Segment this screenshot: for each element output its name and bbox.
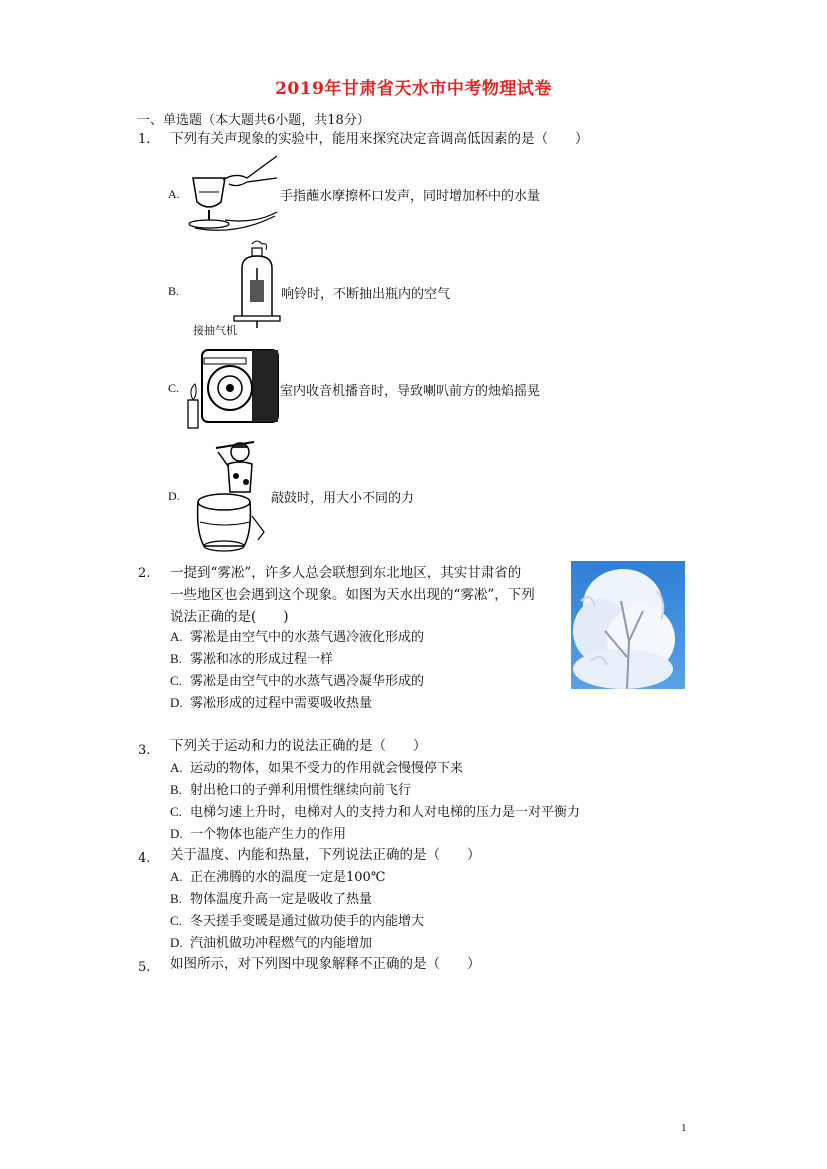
- q1-option-c-text: 室内收音机播音时，导致喇叭前方的烛焰摇晃: [280, 384, 541, 399]
- option-label: C.: [170, 913, 182, 928]
- question-2-number: 2.: [138, 566, 151, 581]
- q3-option-c: [170, 801, 580, 824]
- bell-jar-icon: [230, 238, 285, 328]
- question-2-stem-line-3: 说法正确的是( ): [170, 609, 289, 625]
- option-label: A.: [170, 869, 183, 884]
- q4-option-b: [170, 888, 372, 911]
- option-text: 雾凇形成的过程中需要吸收热量: [190, 696, 373, 711]
- question-4-number: 4.: [138, 851, 151, 866]
- option-text: 运动的物体，如果不受力的作用就会慢慢停下来: [190, 761, 464, 776]
- q3-option-a: [170, 757, 463, 780]
- option-text: 一个物体也能产生力的作用: [190, 827, 347, 842]
- page-title: 2019年甘肃省天水市中考物理试卷: [275, 79, 552, 99]
- q4-option-c: [170, 910, 424, 933]
- option-label: D.: [170, 826, 183, 841]
- q4-option-a: [170, 866, 385, 889]
- q2-option-c: [170, 670, 424, 693]
- radio-candle-icon: [186, 344, 281, 430]
- question-3-number: 3.: [138, 743, 151, 758]
- question-2-stem-line-2: 一些地区也会遇到这个现象。如图为天水出现的“雾凇”，下列: [170, 587, 535, 603]
- option-label: B.: [170, 891, 182, 906]
- option-label: C.: [170, 673, 182, 688]
- q1-option-c-label: C.: [168, 381, 180, 395]
- option-text: 正在沸腾的水的温度一定是100℃: [190, 870, 386, 885]
- q2-option-a: [170, 626, 424, 649]
- wine-glass-finger-icon: [185, 150, 280, 236]
- section-heading: 一、单选题（本大题共6小题，共18分）: [137, 113, 370, 128]
- option-label: B.: [170, 651, 182, 666]
- q2-option-d: [170, 692, 372, 715]
- question-5-stem: 如图所示，对下列图中现象解释不正确的是（ ）: [170, 956, 481, 972]
- option-text: 电梯匀速上升时，电梯对人的支持力和人对电梯的压力是一对平衡力: [190, 805, 581, 820]
- q1-option-d-label: D.: [168, 489, 180, 503]
- question-2-stem-line-1: 一提到“雾凇”，许多人总会联想到东北地区，其实甘肃省的: [170, 565, 522, 581]
- option-label: B.: [170, 782, 182, 797]
- question-5-number: 5.: [138, 960, 151, 975]
- question-1-stem: 下列有关声现象的实验中，能用来探究决定音调高低因素的是（ ）: [170, 131, 589, 147]
- drum-child-icon: [192, 436, 272, 560]
- option-text: 雾凇是由空气中的水蒸气遇冷凝华形成的: [190, 674, 425, 689]
- option-text: 雾凇是由空气中的水蒸气遇冷液化形成的: [190, 630, 425, 645]
- option-label: D.: [170, 935, 183, 950]
- page-number: 1: [681, 1122, 687, 1134]
- q1-option-a-label: A.: [168, 187, 180, 201]
- option-text: 汽油机做功冲程燃气的内能增加: [190, 936, 373, 951]
- q1-option-b-text: 响铃时，不断抽出瓶内的空气: [281, 287, 451, 302]
- option-text: 雾凇和冰的形成过程一样: [190, 652, 334, 667]
- option-label: D.: [170, 695, 183, 710]
- option-text: 射出枪口的子弹利用惯性继续向前飞行: [190, 783, 412, 798]
- option-label: A.: [170, 629, 183, 644]
- q1-option-b-label: B.: [168, 284, 180, 298]
- option-text: 冬天搓手变暖是通过做功使手的内能增大: [190, 914, 425, 929]
- q4-option-d: [170, 932, 372, 955]
- option-label: A.: [170, 760, 183, 775]
- q1-option-b-figure-label: 接抽气机: [193, 324, 237, 337]
- q1-option-a-text: 手指蘸水摩擦杯口发声，同时增加杯中的水量: [280, 189, 541, 204]
- question-4-stem: 关于温度、内能和热量，下列说法正确的是（ ）: [170, 847, 481, 863]
- q1-option-d-text: 敲鼓时，用大小不同的力: [271, 491, 415, 506]
- question-1-number: 1.: [138, 132, 151, 147]
- q3-option-b: [170, 779, 411, 802]
- question-3-stem: 下列关于运动和力的说法正确的是（ ）: [170, 738, 427, 754]
- q3-option-d: [170, 823, 346, 846]
- rime-tree-photo-icon: [571, 561, 685, 689]
- option-text: 物体温度升高一定是吸收了热量: [190, 892, 373, 907]
- q2-option-b: [170, 648, 333, 671]
- option-label: C.: [170, 804, 182, 819]
